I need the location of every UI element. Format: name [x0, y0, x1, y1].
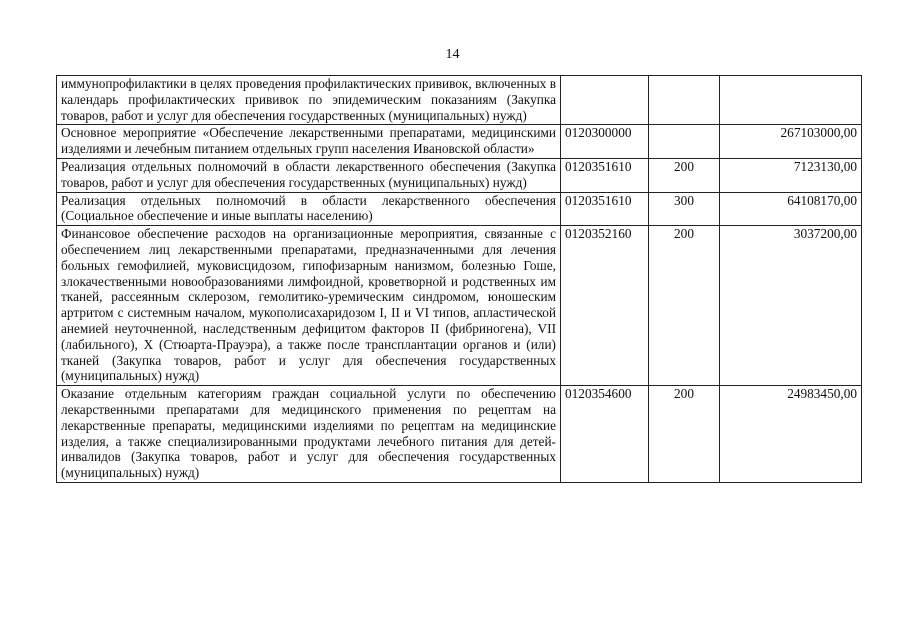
row-name-cell: Реализация отдельных полномочий в области лекарственного обеспечения (Закупка товаров, работ и услуг для обеспечения государственных (муниципальных) нужд)	[57, 158, 561, 192]
page-number: 14	[445, 47, 460, 62]
row-name-cell: Финансовое обеспечение расходов на организационные мероприятия, связанные с обеспечением лиц лекарственными препаратами, предназначенными для лечения больных гемофилией, муковисцидозом, гипофизарным нанизмом, болезнью Гоше, злокачественными новообразованиями лимфоидной, кроветворной и родственных им тканей, рассеянным склерозом, гемолитико-уремическим синдромом, юношеским артритом с системным началом, мукополисахаридозом I, II и VI типов, апластической анемией неуточненной, наследственным дефицитом факторов II (фибриногена), VII (лабильного), X (Стюарта-Прауэра), а также после трансплантации органов и (или) тканей (Закупка товаров, работ и услуг для обеспечения государственных (муниципальных) нужд)	[57, 226, 561, 386]
expense-type-cell: 300	[649, 192, 720, 226]
table-row	[57, 226, 862, 386]
amount-cell: 24983450,00	[720, 386, 862, 483]
expense-type-cell: 200	[649, 226, 720, 386]
expense-type-cell	[649, 76, 720, 125]
amount-cell: 7123130,00	[720, 158, 862, 192]
expense-type-cell	[649, 125, 720, 159]
table-row	[57, 192, 862, 226]
table-row	[57, 158, 862, 192]
target-article-cell: 0120351610	[561, 192, 649, 226]
expense-type-cell: 200	[649, 158, 720, 192]
table-row	[57, 125, 862, 159]
row-name-cell: Реализация отдельных полномочий в области лекарственного обеспечения (Социальное обеспечение и иные выплаты населению)	[57, 192, 561, 226]
row-name-cell: Основное мероприятие «Обеспечение лекарственными препаратами, медицинскими изделиями и лечебным питанием отдельных групп населения Ивановской области»	[57, 125, 561, 159]
target-article-cell: 0120300000	[561, 125, 649, 159]
table-row	[57, 76, 862, 125]
row-name-cell: Оказание отдельным категориям граждан социальной услуги по обеспечению лекарственными препаратами для медицинского применения по рецептам на лекарственные препараты, медицинскими изделиями по рецептам на медицинские изделия, а также специализированными продуктами лечебного питания для детей-инвалидов (Закупка товаров, работ и услуг для обеспечения государственных (муниципальных) нужд)	[57, 386, 561, 483]
amount-cell: 267103000,00	[720, 125, 862, 159]
amount-cell: 3037200,00	[720, 226, 862, 386]
target-article-cell: 0120351610	[561, 158, 649, 192]
expense-type-cell: 200	[649, 386, 720, 483]
amount-cell: 64108170,00	[720, 192, 862, 226]
target-article-cell: 0120352160	[561, 226, 649, 386]
table-row	[57, 386, 862, 483]
target-article-cell	[561, 76, 649, 125]
budget-table	[56, 75, 862, 483]
amount-cell	[720, 76, 862, 125]
row-name-cell: иммунопрофилактики в целях проведения профилактических прививок, включенных в календарь профилактических прививок по эпидемическим показаниям (Закупка товаров, работ и услуг для обеспечения государственных (муниципальных) нужд)	[57, 76, 561, 125]
target-article-cell: 0120354600	[561, 386, 649, 483]
